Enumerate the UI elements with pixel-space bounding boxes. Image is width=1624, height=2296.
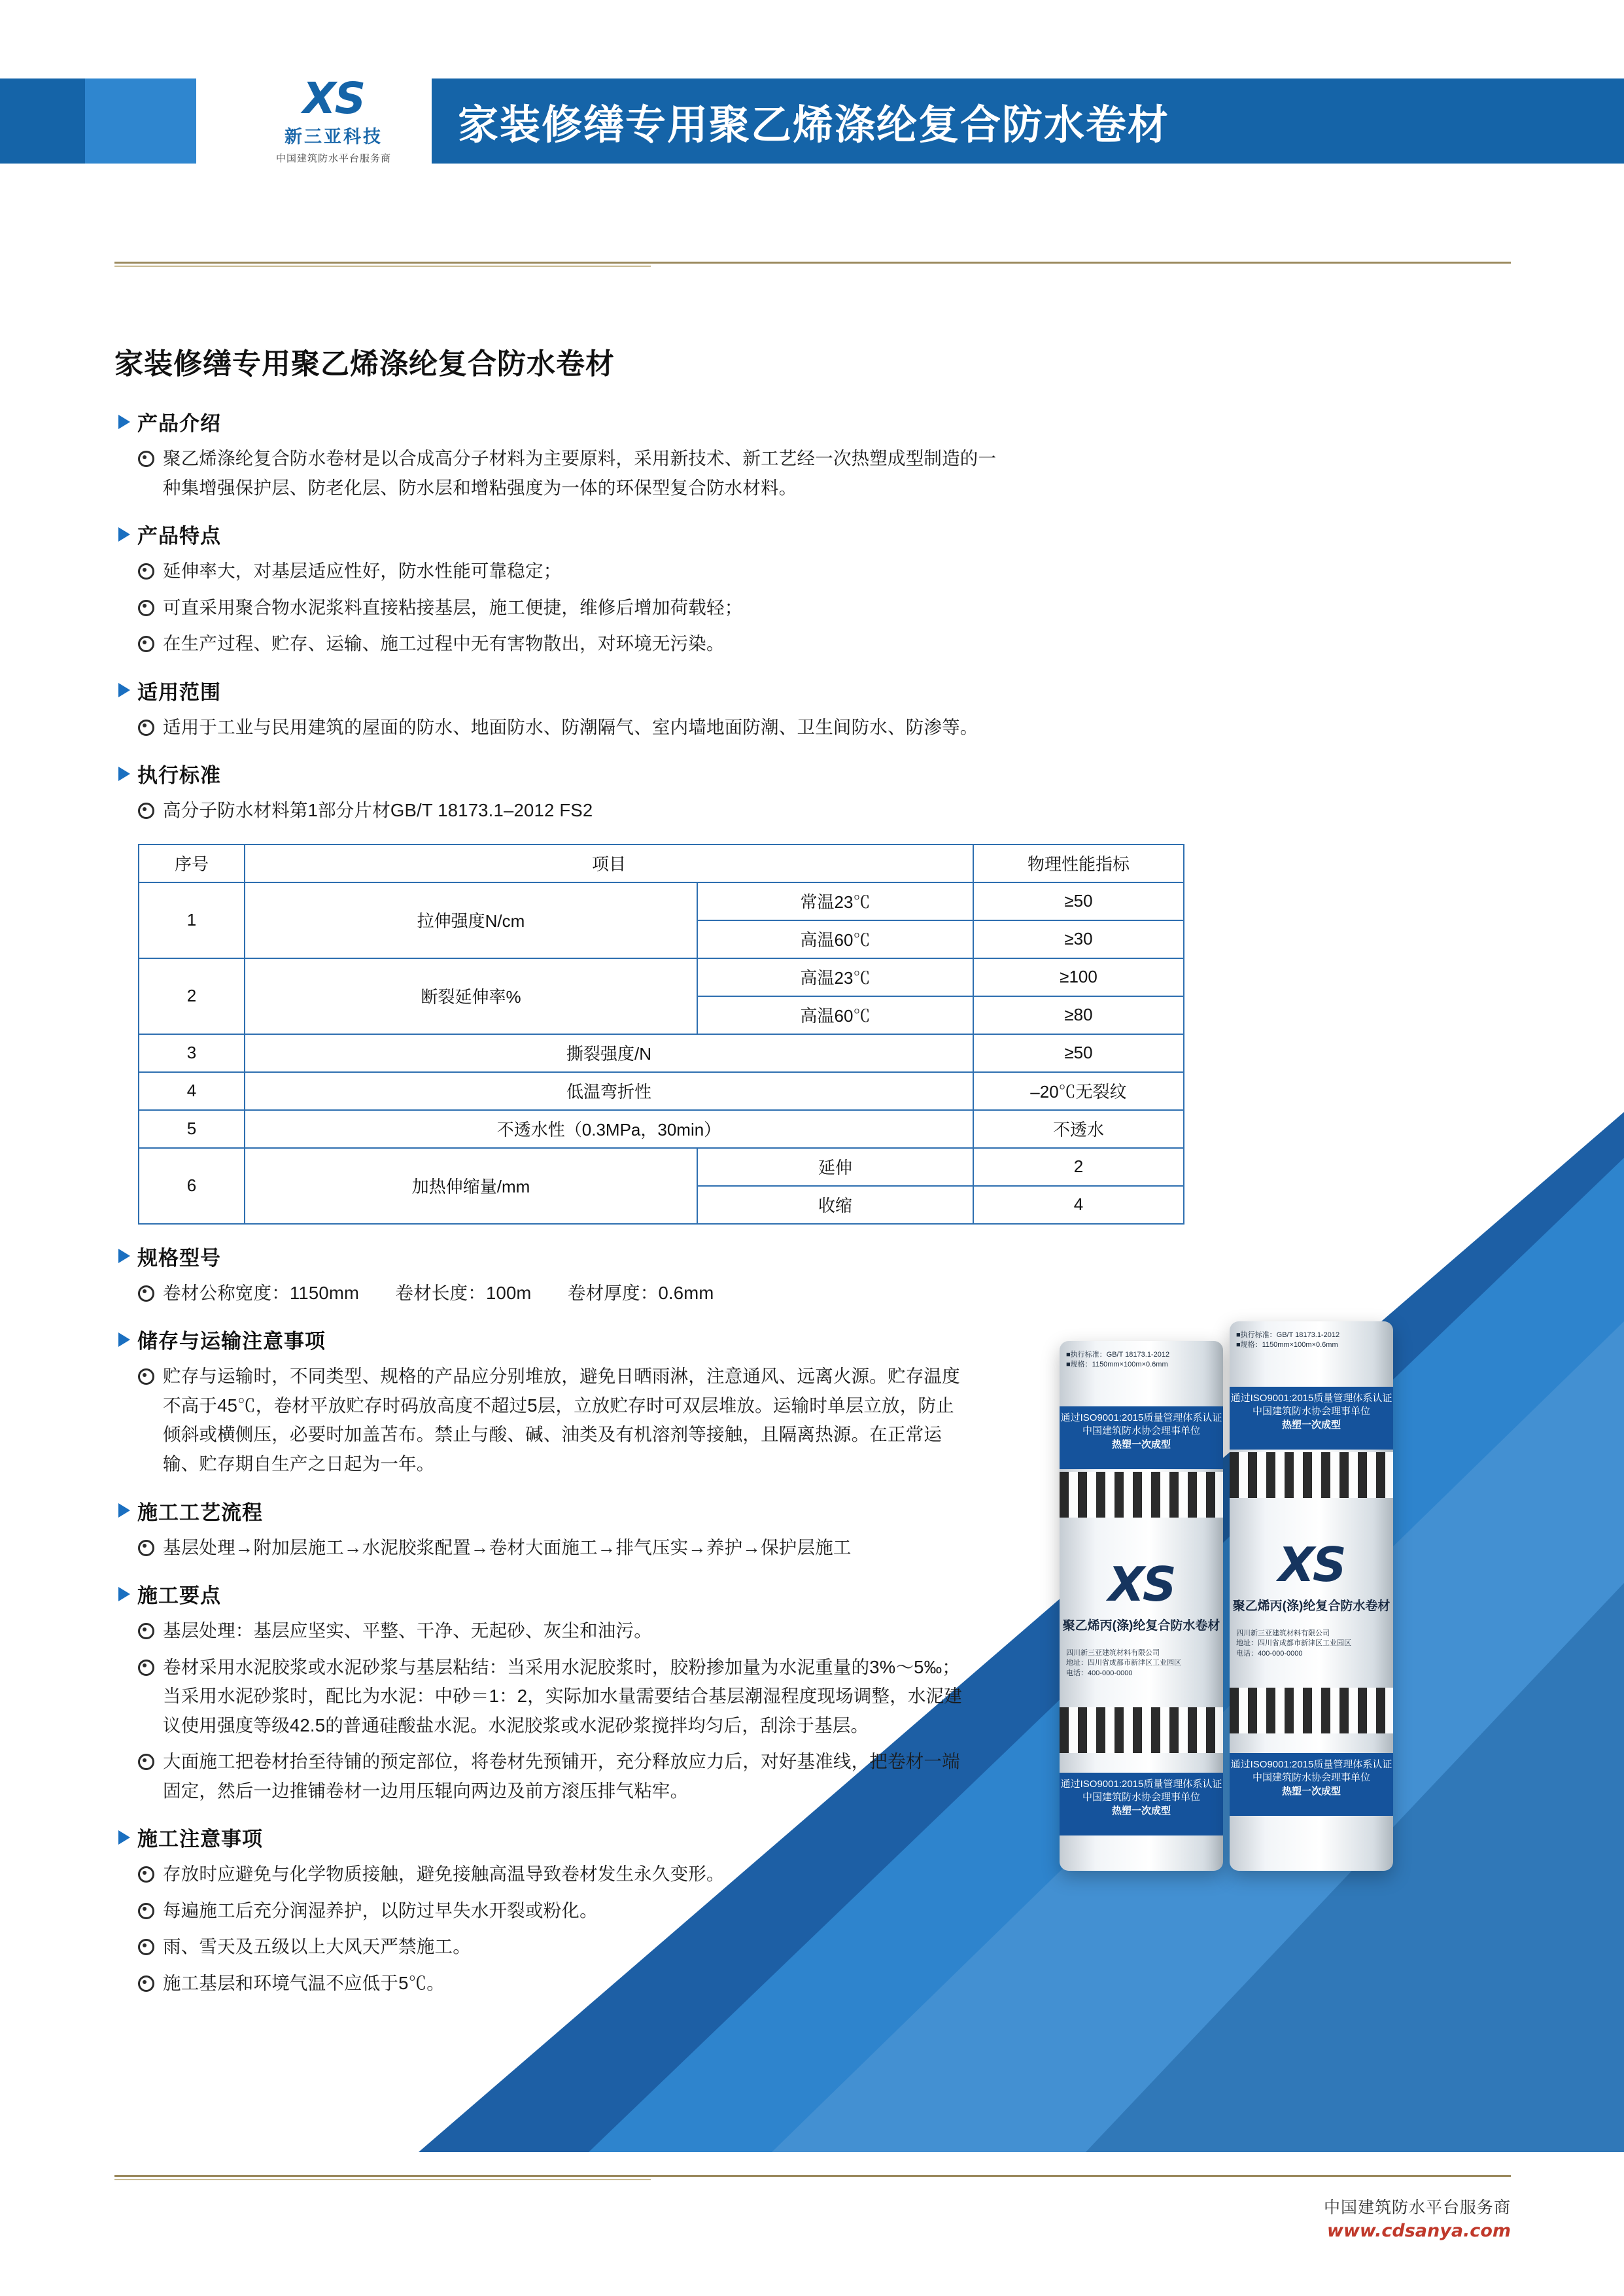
bullet-dot-icon <box>138 1903 154 1919</box>
intro-text-0: 聚乙烯涤纶复合防水卷材是以合成高分子材料为主要原料，采用新技术、新工艺经一次热塑成型制造的一种集增强保护层、防老化层、防水层和增粘强度为一体的环保型复合防水材料。 <box>163 448 997 498</box>
roll-left-top-specs: ■执行标准：GB/T 18173.1-2012 ■规格：1150mm×100m×0.6mm <box>1066 1351 1170 1369</box>
section-header-storage <box>114 1325 1514 1354</box>
page-header <box>0 0 1624 164</box>
section-title-features: 产品特点 <box>137 525 221 548</box>
section-title-spec: 规格型号 <box>137 1246 221 1270</box>
triangle-bullet-icon <box>118 1587 130 1601</box>
list-item <box>138 1362 1514 1478</box>
table-row <box>139 1072 1184 1110</box>
header-gap <box>196 78 235 164</box>
bullet-dot-icon <box>138 636 154 652</box>
list-item <box>138 1653 1514 1741</box>
table-header-no: 序号 <box>139 844 245 882</box>
triangle-bullet-icon <box>118 1249 130 1263</box>
section-title-storage: 储存与运输注意事项 <box>137 1330 326 1353</box>
cautions-text-0: 存放时应避免与化学物质接触，避免接触高温导致卷材发生永久变形。 <box>163 1864 725 1885</box>
roll-left-company-info: 四川新三亚建筑材料有限公司 地址：四川省成都市新津区工业园区 电话：400-000-0000 <box>1066 1649 1181 1677</box>
footer-divider-accent <box>114 2179 651 2180</box>
row5-item: 不透水性（0.3MPa，30min） <box>245 1110 973 1148</box>
list-item <box>138 713 1514 742</box>
physical-properties-table <box>138 844 1184 1225</box>
roll-left-bottom-banner: 通过ISO9001:2015质量管理体系认证 中国建筑防水协会理事单位 热塑一次成型 <box>1060 1773 1223 1835</box>
row3-item: 撕裂强度/N <box>245 1034 973 1072</box>
triangle-bullet-icon <box>118 527 130 542</box>
section-title-cautions: 施工注意事项 <box>137 1828 263 1851</box>
triangle-bullet-icon <box>118 767 130 781</box>
row6-sub1-val: 4 <box>973 1186 1184 1224</box>
row1-no: 1 <box>139 882 245 958</box>
row6-sub1-cond: 收缩 <box>697 1186 973 1224</box>
section-title-standard: 执行标准 <box>137 764 221 788</box>
row2-sub1-val: ≥80 <box>973 996 1184 1034</box>
row2-sub0-val: ≥100 <box>973 958 1184 996</box>
features-text-1: 可直采用聚合物水泥浆料直接粘接基层，施工便捷，维修后增加荷载轻； <box>163 597 743 617</box>
table-row <box>139 882 1184 920</box>
row2-sub1-cond: 高温60℃ <box>697 996 973 1034</box>
document-body <box>114 340 1514 2006</box>
section-header-scope <box>114 676 1514 705</box>
keypoints-text-0: 基层处理：基层应坚实、平整、干净、无起砂、灰尘和油污。 <box>163 1620 652 1641</box>
table-header-value: 物理性能指标 <box>973 844 1184 882</box>
row2-item: 断裂延伸率% <box>245 958 697 1034</box>
row1-sub0-cond: 常温23℃ <box>697 882 973 920</box>
table-row <box>139 1110 1184 1148</box>
list-item <box>138 444 1514 502</box>
roll-left-top-banner: 通过ISO9001:2015质量管理体系认证 中国建筑防水协会理事单位 热塑一次成型 <box>1060 1406 1223 1469</box>
bullet-dot-icon <box>138 563 154 580</box>
list-item <box>138 1860 1514 1889</box>
triangle-bullet-icon <box>118 1332 130 1347</box>
process-text-0: 基层处理→附加层施工→水泥胶浆配置→卷材大面施工→排气压实→养护→保护层施工 <box>163 1537 852 1557</box>
table-row <box>139 1034 1184 1072</box>
bullet-dot-icon <box>138 803 154 819</box>
row6-no: 6 <box>139 1148 245 1224</box>
row1-sub0-val: ≥50 <box>973 882 1184 920</box>
bullet-dot-icon <box>138 600 154 616</box>
bullet-dot-icon <box>138 1540 154 1556</box>
bullet-dot-icon <box>138 1866 154 1883</box>
row4-no: 4 <box>139 1072 245 1110</box>
features-text-0: 延伸率大，对基层适应性好，防水性能可靠稳定； <box>163 561 562 582</box>
list-item <box>138 796 1514 826</box>
section-header-features <box>114 519 1514 549</box>
footer <box>1324 2195 1511 2241</box>
row6-item: 加热伸缩量/mm <box>245 1148 697 1224</box>
standard-text-0: 高分子防水材料第1部分片材GB/T 18173.1–2012 FS2 <box>163 800 593 821</box>
header-divider <box>114 262 1511 264</box>
bullet-dot-icon <box>138 1660 154 1676</box>
triangle-bullet-icon <box>118 415 130 429</box>
row3-val: ≥50 <box>973 1034 1184 1072</box>
section-header-spec <box>114 1242 1514 1271</box>
row2-sub0-cond: 高温23℃ <box>697 958 973 996</box>
section-header-standard <box>114 759 1514 788</box>
features-text-2: 在生产过程、贮存、运输、施工过程中无有害物散出，对环境无污染。 <box>163 633 725 654</box>
cautions-text-2: 雨、雪天及五级以上大风天严禁施工。 <box>163 1936 471 1957</box>
table-header-item: 项目 <box>245 844 973 882</box>
table-row <box>139 958 1184 996</box>
header-left-accent-block <box>85 78 196 164</box>
footer-website[interactable]: www.cdsanya.com <box>1327 2221 1511 2241</box>
section-header-keypoints <box>114 1579 1514 1609</box>
list-item <box>138 1279 1514 1308</box>
brand-logo <box>235 73 432 164</box>
roll-right-top-banner: 通过ISO9001:2015质量管理体系认证 中国建筑防水协会理事单位 热塑一次成型 <box>1230 1387 1393 1450</box>
section-title-scope: 适用范围 <box>137 680 221 704</box>
triangle-bullet-icon <box>118 683 130 697</box>
list-item <box>138 1969 1514 1998</box>
section-title-intro: 产品介绍 <box>137 412 221 435</box>
roll-right-bottom-banner: 通过ISO9001:2015质量管理体系认证 中国建筑防水协会理事单位 热塑一次成型 <box>1230 1753 1393 1816</box>
cautions-text-3: 施工基层和环境气温不应低于5℃。 <box>163 1973 445 1994</box>
section-header-cautions <box>114 1822 1514 1852</box>
spec-text-0: 卷材公称宽度：1150mm 卷材长度：100m 卷材厚度：0.6mm <box>163 1282 714 1303</box>
bullet-dot-icon <box>138 1623 154 1639</box>
keypoints-text-1: 卷材采用水泥胶浆或水泥砂浆与基层粘结：当采用水泥胶浆时，胶粉掺加量为水泥重量的3%～5‰；当采用水泥砂浆时，配比为水泥：中砂＝1：2，实际加水量需要结合基层潮湿程度现场调整，水泥建议使用强度等级42.5的普通硅酸盐水泥。水泥胶浆或水泥砂浆搅拌均匀后，刮涂于基层。 <box>163 1656 963 1735</box>
row3-no: 3 <box>139 1034 245 1072</box>
table-row <box>139 1148 1184 1186</box>
bullet-dot-icon <box>138 1939 154 1955</box>
cautions-text-1: 每遍施工后充分润湿养护，以防过早失水开裂或粉化。 <box>163 1900 598 1921</box>
header-divider-accent <box>114 266 651 267</box>
roll-right-top-specs: ■执行标准：GB/T 18173.1-2012 ■规格：1150mm×100m×0.6mm <box>1236 1331 1340 1349</box>
logo-company-name: 新三亚科技 <box>285 127 383 147</box>
logo-tagline: 中国建筑防水平台服务商 <box>275 153 391 164</box>
scope-text-0: 适用于工业与民用建筑的屋面的防水、地面防水、防潮隔气、室内墙地面防潮、卫生间防水、防渗等。 <box>163 716 978 737</box>
bullet-dot-icon <box>138 1368 154 1385</box>
bullet-dot-icon <box>138 451 154 467</box>
banner-title: 家装修缮专用聚乙烯涤纶复合防水卷材 <box>458 102 1170 148</box>
keypoints-text-2: 大面施工把卷材抬至待铺的预定部位，将卷材先预铺开，充分释放应力后，对好基准线，把卷材一端固定，然后一边推铺卷材一边用压辊向两边及前方滚压排气粘牢。 <box>163 1751 960 1801</box>
roll-left-label: 聚乙烯丙(涤)纶复合防水卷材 <box>1062 1619 1220 1633</box>
section-header-process <box>114 1496 1514 1525</box>
list-item <box>138 1616 1514 1646</box>
list-item <box>138 1747 1514 1805</box>
row1-item: 拉伸强度N/cm <box>245 882 697 958</box>
storage-text-0: 贮存与运输时，不同类型、规格的产品应分别堆放，避免日晒雨淋，注意通风、远离火源。贮存温度不高于45℃，卷材平放贮存时码放高度不超过5层，立放贮存时可双层堆放。运输时单层立放，防止倾斜或横侧压，必要时加盖苫布。禁止与酸、碱、油类及有机溶剂等接触，且隔离热源。在正常运输、贮存期自生产之日起为一年。 <box>163 1366 960 1474</box>
row1-sub1-cond: 高温60℃ <box>697 920 973 958</box>
footer-divider <box>114 2175 1511 2177</box>
section-header-intro <box>114 407 1514 436</box>
row6-sub0-cond: 延伸 <box>697 1148 973 1186</box>
row4-val: –20℃无裂纹 <box>973 1072 1184 1110</box>
row1-sub1-val: ≥30 <box>973 920 1184 958</box>
roll-right-label: 聚乙烯丙(涤)纶复合防水卷材 <box>1232 1599 1391 1613</box>
bullet-dot-icon <box>138 1285 154 1302</box>
list-item <box>138 1533 1514 1563</box>
section-title-keypoints: 施工要点 <box>137 1584 221 1608</box>
row2-no: 2 <box>139 958 245 1034</box>
footer-tagline: 中国建筑防水平台服务商 <box>1323 2199 1511 2217</box>
row5-val: 不透水 <box>973 1110 1184 1148</box>
page-title: 家装修缮专用聚乙烯涤纶复合防水卷材 <box>114 348 615 380</box>
logo-mark: XS <box>302 73 365 124</box>
triangle-bullet-icon <box>118 1503 130 1518</box>
list-item <box>138 629 1514 659</box>
table-header-row <box>139 844 1184 882</box>
row5-no: 5 <box>139 1110 245 1148</box>
bullet-dot-icon <box>138 1754 154 1770</box>
row4-item: 低温弯折性 <box>245 1072 973 1110</box>
row6-sub0-val: 2 <box>973 1148 1184 1186</box>
bullet-dot-icon <box>138 1975 154 1992</box>
triangle-bullet-icon <box>118 1830 130 1845</box>
bullet-dot-icon <box>138 720 154 736</box>
list-item <box>138 1896 1514 1926</box>
roll-right-company-info: 四川新三亚建筑材料有限公司 地址：四川省成都市新津区工业园区 电话：400-000-0000 <box>1236 1629 1351 1658</box>
roll-left-logo-mark: XS <box>1108 1557 1175 1612</box>
list-item <box>138 1932 1514 1962</box>
list-item <box>138 557 1514 586</box>
section-title-process: 施工工艺流程 <box>137 1501 263 1524</box>
list-item <box>138 593 1514 623</box>
roll-right-logo-mark: XS <box>1278 1537 1345 1592</box>
